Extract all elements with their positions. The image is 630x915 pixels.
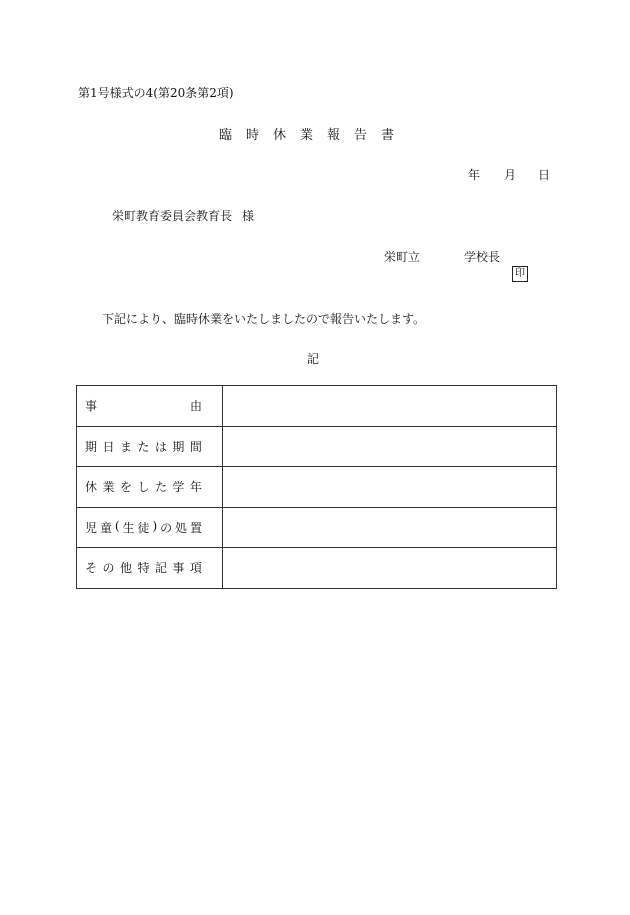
sender <box>384 248 500 265</box>
row-label-char: 他 <box>119 561 132 576</box>
row-value-field[interactable] <box>223 548 557 589</box>
row-label-char: ( <box>114 518 120 533</box>
seal-mark: 印 <box>512 266 528 282</box>
table-row <box>77 467 557 508</box>
row-label-char: 児 <box>85 520 98 535</box>
row-label-char: を <box>119 480 132 495</box>
row-value-field[interactable] <box>223 386 557 427</box>
row-label <box>77 467 223 508</box>
row-label-char: 事 <box>172 561 185 576</box>
row-label-char: 記 <box>154 561 167 576</box>
body-text: 下記により、臨時休業をいたしましたので報告いたします。 <box>102 312 426 326</box>
row-label-char: 年 <box>189 480 202 495</box>
row-value-field[interactable] <box>223 426 557 467</box>
document-title: 臨時休業報告書 <box>219 128 409 143</box>
form-code: 第1号様式の4(第20条第2項) <box>78 86 234 100</box>
table-row <box>77 507 557 548</box>
row-label-char: 期 <box>172 439 185 454</box>
principal-label: 学校長 <box>464 250 501 264</box>
row-label-char: 置 <box>189 520 202 535</box>
row-label-char: 日 <box>102 439 115 454</box>
row-label-char: 学 <box>172 480 185 495</box>
table-row <box>77 386 557 427</box>
row-value-field[interactable] <box>223 467 557 508</box>
row-label <box>77 548 223 589</box>
date-line <box>444 166 550 183</box>
row-label <box>77 426 223 467</box>
row-label-char: 期 <box>85 439 98 454</box>
row-label-char: し <box>137 480 150 495</box>
row-label <box>77 507 223 548</box>
row-label-char: 生 <box>122 520 135 535</box>
addressee-name: 栄町教育委員会教育長 <box>112 209 233 223</box>
row-label-char: 処 <box>175 520 188 535</box>
row-label-char: た <box>137 439 150 454</box>
row-label-char: 童 <box>99 520 112 535</box>
row-label-char: 由 <box>189 399 202 414</box>
row-label-char: の <box>102 561 115 576</box>
ki-heading: 記 <box>307 352 320 366</box>
row-label-char: 休 <box>85 480 98 495</box>
table-row <box>77 426 557 467</box>
row-label-char: た <box>154 480 167 495</box>
school-prefix: 栄町立 <box>384 250 421 264</box>
row-label-char: は <box>154 439 167 454</box>
row-label-char: の <box>160 520 173 535</box>
row-label-char: 間 <box>189 439 202 454</box>
table-row <box>77 548 557 589</box>
row-value-field[interactable] <box>223 507 557 548</box>
addressee-honorific: 様 <box>242 209 255 223</box>
day-label: 日 <box>538 168 551 182</box>
row-label-char: 事 <box>85 399 98 414</box>
month-label: 月 <box>504 168 517 182</box>
addressee <box>112 207 254 224</box>
row-label-char: ) <box>152 518 158 533</box>
year-label: 年 <box>468 168 481 182</box>
row-label-char: 特 <box>137 561 150 576</box>
report-table <box>76 385 557 589</box>
row-label-char: そ <box>85 561 98 576</box>
row-label-char: 項 <box>189 561 202 576</box>
row-label-char: ま <box>119 439 132 454</box>
row-label <box>77 386 223 427</box>
row-label-char: 徒 <box>137 520 150 535</box>
row-label-char: 業 <box>102 480 115 495</box>
